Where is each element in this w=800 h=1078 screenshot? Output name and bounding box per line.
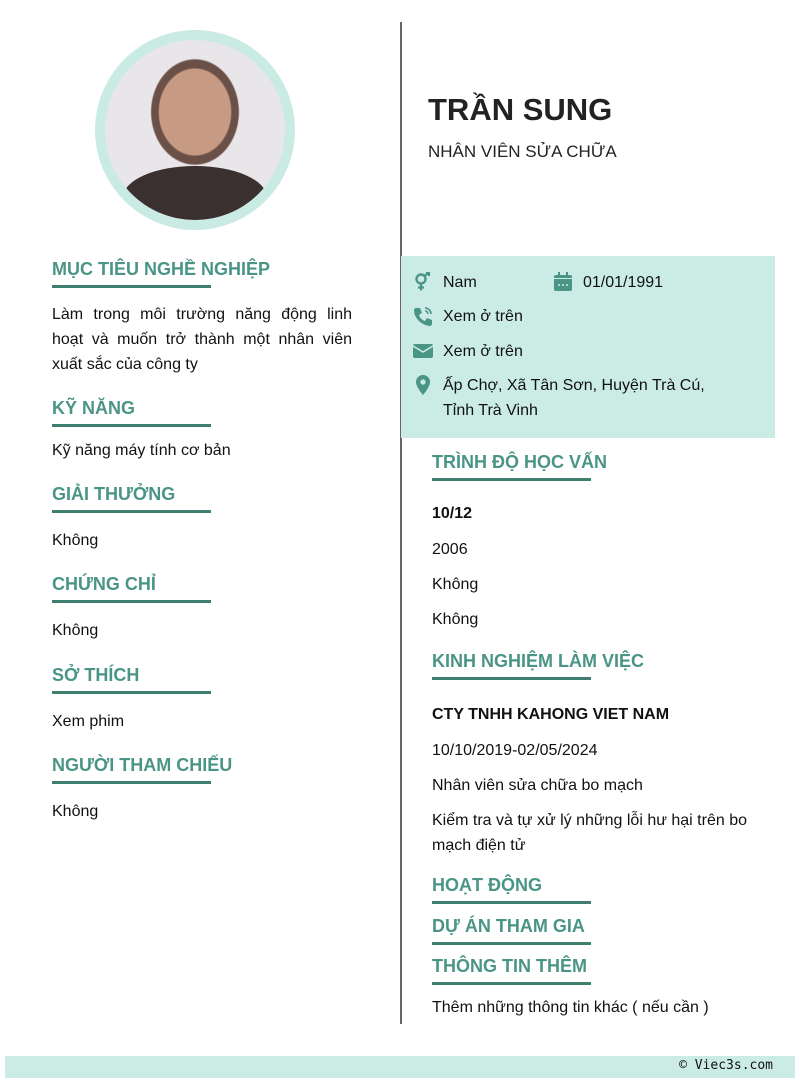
email-value: Xem ở trên [443,343,523,360]
work-period: 10/10/2019-02/05/2024 [432,742,598,759]
section-hobbies [52,665,352,734]
section-text: Xem phim [52,713,125,730]
phone-value: Xem ở trên [443,308,523,325]
footer-credit: © Viec3s.com [679,1058,773,1073]
gender-value: Nam [443,274,477,291]
birthday-value: 01/01/1991 [583,274,664,291]
email-icon [413,341,433,361]
job-title: NHÂN VIÊN SỬA CHỮA [428,142,617,161]
education-line: Không [432,576,479,593]
calendar-icon [553,272,573,292]
section-certificates [52,574,352,643]
avatar [95,30,295,230]
section-text: Kỹ năng máy tính cơ bản [52,442,231,459]
section-heading: GIẢI THƯỞNG [52,484,211,513]
gender-icon [413,272,433,292]
section-education [432,452,752,632]
candidate-name: TRẦN SUNG [428,92,613,127]
section-references [52,755,352,824]
section-heading: SỞ THÍCH [52,665,211,694]
section-career-objective [52,259,352,377]
birthday-row [553,270,663,295]
work-description: Kiểm tra và tự xử lý những lỗi hư hại trên bo mạch điện tử [432,812,747,854]
gender-row [413,270,477,295]
section-heading: THÔNG TIN THÊM [432,956,591,985]
section-heading: MỤC TIÊU NGHỀ NGHIỆP [52,259,211,288]
section-awards [52,484,352,553]
phone-icon [413,306,433,326]
section-activities [432,875,591,904]
section-text: Không [52,803,99,820]
phone-row [413,304,523,329]
section-text: Không [52,622,99,639]
section-heading: CHỨNG CHỈ [52,574,211,603]
section-skills [52,398,352,463]
address-value: Ấp Chợ, Xã Tân Sơn, Huyện Trà Cú, Tỉnh Trà Vinh [443,377,705,419]
section-heading: KỸ NĂNG [52,398,211,427]
section-experience [432,651,752,858]
section-heading: TRÌNH ĐỘ HỌC VẤN [432,452,591,481]
work-position: Nhân viên sửa chữa bo mạch [432,777,643,794]
section-heading: DỰ ÁN THAM GIA [432,916,591,945]
section-heading: HOẠT ĐỘNG [432,875,591,904]
section-text: Làm trong môi trường năng động linh hoạt và muốn trở thành một nhân viên xuất sắc của công ty [52,306,352,373]
education-level: 10/12 [432,505,473,522]
section-projects [432,916,591,945]
email-row [413,339,523,364]
location-pin-icon [413,375,433,395]
column-divider [400,22,402,1024]
section-heading: NGƯỜI THAM CHIẾU [52,755,211,784]
section-more-info [432,956,752,1020]
education-line: Không [432,611,479,628]
footer-bar [5,1056,795,1078]
address-row [413,373,733,423]
contact-panel [401,256,775,438]
section-heading: KINH NGHIỆM LÀM VIỆC [432,651,591,680]
section-text: Thêm những thông tin khác ( nếu cần ) [432,999,709,1016]
section-text: Không [52,532,99,549]
company-name: CTY TNHH KAHONG VIET NAM [432,706,670,723]
education-year: 2006 [432,541,468,558]
